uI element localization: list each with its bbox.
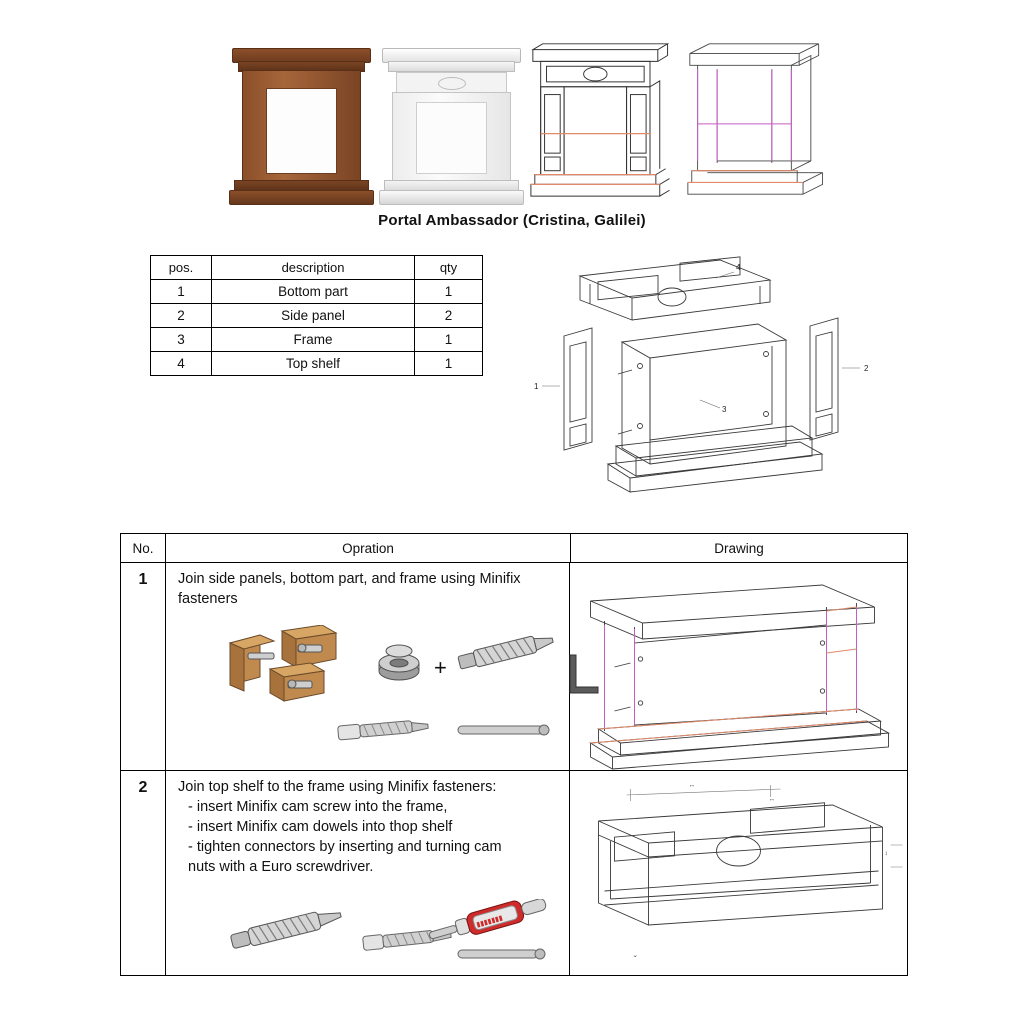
product-render-row xyxy=(228,34,828,206)
header-no: No. xyxy=(121,534,166,562)
assembly-steps-table xyxy=(120,533,908,976)
header-drawing: Drawing xyxy=(714,540,764,556)
table-row xyxy=(151,352,483,376)
dowel-illustration xyxy=(336,713,456,743)
page-title: Portal Ambassador (Cristina, Galilei) xyxy=(378,212,646,229)
plus-symbol: + xyxy=(434,655,447,680)
step-1-text: Join side panels, bottom part, and frame using Minifix fasteners xyxy=(178,571,521,607)
cell-pos: 3 xyxy=(151,328,212,352)
callout-2: 2 xyxy=(864,364,869,373)
step-2-line-1: Join top shelf to the frame using Minifix xyxy=(178,779,429,795)
cell-pos: 2 xyxy=(151,304,212,328)
step-number-1: 1 xyxy=(121,563,166,770)
cell-description: Frame xyxy=(212,328,415,352)
table-row xyxy=(151,280,483,304)
minifix-cam-screw-illustration xyxy=(226,901,366,951)
step-2-line-4: - insert Minifix cam dowels into thop shelf xyxy=(188,819,453,835)
cell-description: Bottom part xyxy=(212,280,415,304)
minifix-cam-screw-illustration xyxy=(454,631,564,671)
header-pos: pos. xyxy=(151,256,212,280)
step-2-drawing-cell xyxy=(570,771,907,975)
step-1-operation-cell xyxy=(166,563,570,770)
render-white-finish xyxy=(378,36,520,206)
svg-text:↔: ↔ xyxy=(688,782,695,789)
cell-description: Top shelf xyxy=(212,352,415,376)
cell-pos: 1 xyxy=(151,280,212,304)
svg-text:⌄: ⌄ xyxy=(632,952,638,959)
cell-qty: 2 xyxy=(415,304,483,328)
step-row-1 xyxy=(121,563,907,771)
svg-text:↔: ↔ xyxy=(768,796,775,803)
step-2-operation-cell xyxy=(166,771,570,975)
cell-pos: 4 xyxy=(151,352,212,376)
header-operation: Opration xyxy=(166,534,571,562)
header-qty: qty xyxy=(415,256,483,280)
table-row xyxy=(151,328,483,352)
step-row-2 xyxy=(121,771,907,975)
euro-screwdriver-illustration xyxy=(426,899,556,943)
callout-3: 3 xyxy=(722,405,727,414)
header-description: description xyxy=(212,256,415,280)
svg-text:▮▮▮▮▮▮▮: ▮▮▮▮▮▮▮ xyxy=(475,914,504,929)
callout-4: 4 xyxy=(736,263,741,272)
minifix-cam-nut-illustration xyxy=(371,637,427,693)
render-wood-finish xyxy=(228,36,370,206)
cell-qty: 1 xyxy=(415,328,483,352)
table-row xyxy=(151,304,483,328)
dowel-pin-illustration xyxy=(456,719,556,741)
step-2-line-2: fasteners: xyxy=(432,779,497,795)
render-line-drawing xyxy=(527,36,673,206)
render-wireframe-perspective xyxy=(682,36,828,206)
callout-1: 1 xyxy=(534,382,539,391)
step-2-line-6: nuts with a Euro screwdriver. xyxy=(188,859,374,875)
cell-qty: 1 xyxy=(415,352,483,376)
minifix-cam-dowel-blocks-illustration xyxy=(226,625,356,705)
step-1-drawing-cell xyxy=(570,563,907,770)
cell-qty: 1 xyxy=(415,280,483,304)
step-2-line-5: - tighten connectors by inserting and turning cam xyxy=(188,839,502,855)
step-2-line-3: - insert Minifix cam screw into the frame, xyxy=(188,799,448,815)
parts-table-header-row xyxy=(151,256,483,280)
svg-text:↕: ↕ xyxy=(884,850,888,857)
steps-header-row xyxy=(121,534,907,563)
cell-description: Side panel xyxy=(212,304,415,328)
step-number-2: 2 xyxy=(121,771,166,975)
dowel-pin-illustration xyxy=(456,943,556,965)
parts-table xyxy=(150,255,483,376)
exploded-assembly-drawing xyxy=(520,250,890,500)
